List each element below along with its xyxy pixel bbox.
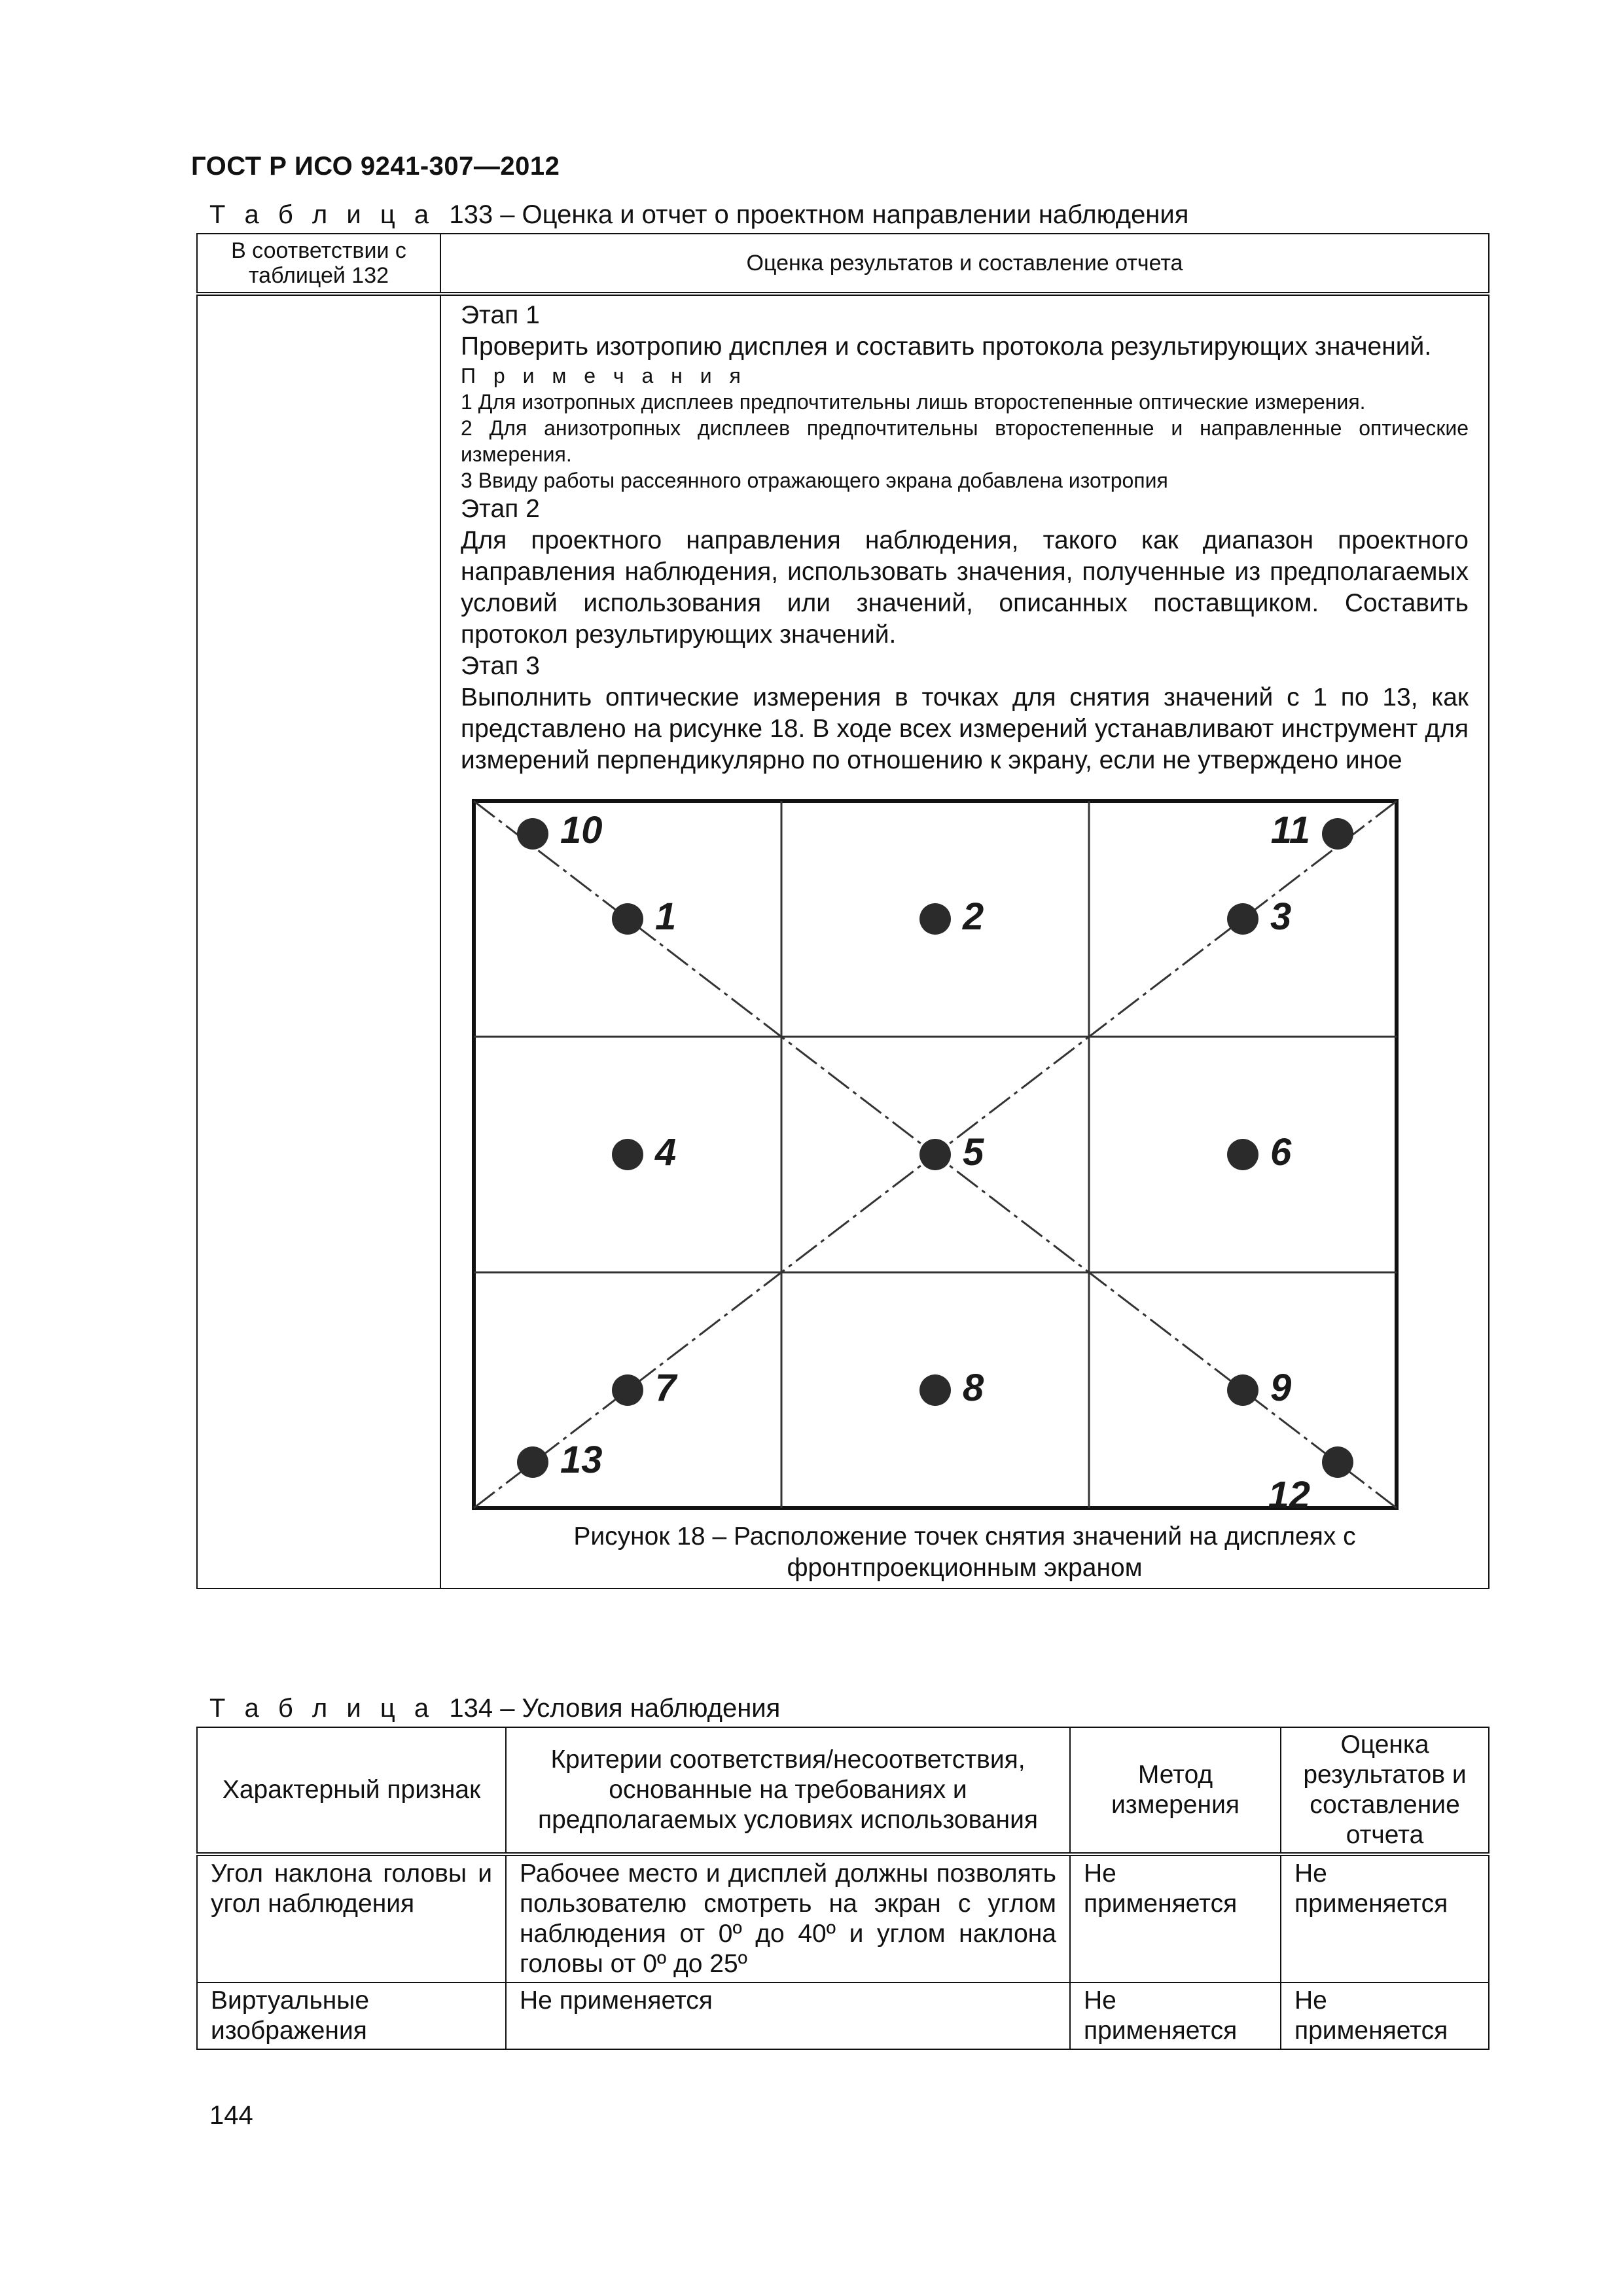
notes-title: П р и м е ч а н и я bbox=[461, 364, 747, 387]
document-header: ГОСТ Р ИСО 9241-307—2012 bbox=[191, 152, 560, 181]
step-2-title: Этап 2 bbox=[461, 495, 540, 523]
column-header-feature: Характерный признак bbox=[197, 1727, 506, 1854]
empty-cell bbox=[197, 294, 440, 1588]
measurement-point bbox=[1227, 1374, 1258, 1406]
evaluation-cell bbox=[440, 294, 1489, 1588]
note-1: 1 Для изотропных дисплеев предпочтительны лишь второстепенные оптические измерения. bbox=[461, 390, 1366, 414]
column-header-ref: В соответствии с таблицей 132 bbox=[197, 234, 440, 294]
point-label: 6 bbox=[1270, 1131, 1292, 1174]
point-label: 5 bbox=[963, 1131, 984, 1174]
point-label: 10 bbox=[560, 809, 603, 852]
cell-feature: Угол наклона головы и угол наблюдения bbox=[197, 1854, 506, 1982]
cell-evaluation: Не применяется bbox=[1281, 1982, 1489, 2049]
point-label: 3 bbox=[1270, 895, 1292, 938]
measurement-point bbox=[612, 1374, 643, 1406]
cell-evaluation: Не применяется bbox=[1281, 1854, 1489, 1982]
table-133 bbox=[196, 233, 1489, 1589]
figure-18 bbox=[461, 788, 1410, 1521]
step-3-title: Этап 3 bbox=[461, 652, 540, 680]
table-header-row bbox=[197, 1727, 1489, 1854]
step-3-text: Выполнить оптические измерения в точках для снятия значений с 1 по 13, как представлено на рисунке 18. В ходе всех измерений устанавливают инструмент для измерений перпендикулярно по отношению к экрану, если не утверждено иное bbox=[461, 683, 1469, 774]
measurement-point bbox=[1322, 1446, 1353, 1478]
step-2-text: Для проектного направления наблюдения, такого как диапазон проектного направления наблюдения, использовать значения, полученные из предполагаемых условий использования или значений, описанных поставщиком. Составить протокол результирующих значений. bbox=[461, 526, 1469, 649]
step-1-title: Этап 1 bbox=[461, 301, 540, 329]
table-row bbox=[197, 1854, 1489, 1982]
measurement-point bbox=[1227, 1139, 1258, 1170]
measurement-point bbox=[919, 1374, 951, 1406]
measurement-point bbox=[1227, 903, 1258, 935]
table-134-caption bbox=[209, 1694, 780, 1723]
note-2: 2 Для анизотропных дисплеев предпочтительны второстепенные и направленные оптические измерения. bbox=[461, 416, 1469, 466]
column-header-method: Метод измерения bbox=[1070, 1727, 1281, 1854]
measurement-point bbox=[612, 1139, 643, 1170]
measurement-point bbox=[919, 903, 951, 935]
cell-feature: Виртуальные изображения bbox=[197, 1982, 506, 2049]
cell-method: Не применяется bbox=[1070, 1982, 1281, 2049]
point-label: 7 bbox=[655, 1367, 677, 1409]
table-label: Т а б л и ц а bbox=[209, 200, 435, 229]
table-row bbox=[197, 1982, 1489, 2049]
cell-method: Не применяется bbox=[1070, 1854, 1281, 1982]
point-label: 1 bbox=[655, 895, 677, 938]
measurement-point bbox=[612, 903, 643, 935]
step-1-text: Проверить изотропию дисплея и составить протокола результирующих значений. bbox=[461, 332, 1432, 361]
cell-criteria: Не применяется bbox=[506, 1982, 1070, 2049]
measurement-points-diagram bbox=[461, 788, 1410, 1521]
measurement-point bbox=[919, 1139, 951, 1170]
column-header-criteria: Критерии соответствия/несоответствия, основанные на требованиях и предполагаемых условиях использования bbox=[506, 1727, 1070, 1854]
column-header-evaluation: Оценка результатов и составление отчета bbox=[440, 234, 1489, 294]
table-133-caption bbox=[209, 200, 1188, 230]
figure-caption: Рисунок 18 – Расположение точек снятия значений на дисплеях с фронтпроекционным экраном bbox=[573, 1522, 1356, 1582]
measurement-point bbox=[517, 1446, 548, 1478]
point-label: 8 bbox=[963, 1367, 984, 1409]
point-label: 2 bbox=[963, 895, 984, 938]
table-label: Т а б л и ц а bbox=[209, 1694, 435, 1723]
point-label: 11 bbox=[1270, 809, 1310, 852]
cell-criteria: Рабочее место и дисплей должны позволять пользователю смотреть на экран с углом наблюдения от 0º до 40º и углом наклона головы от 0º до 25º bbox=[506, 1854, 1070, 1982]
page-number: 144 bbox=[209, 2101, 253, 2130]
column-header-evaluation: Оценка результатов и составление отчета bbox=[1281, 1727, 1489, 1854]
measurement-point bbox=[517, 818, 548, 850]
table-title: 133 – Оценка и отчет о проектном направлении наблюдения bbox=[449, 200, 1189, 229]
point-label: 13 bbox=[560, 1439, 603, 1481]
point-label: 12 bbox=[1268, 1474, 1310, 1516]
measurement-point bbox=[1322, 818, 1353, 850]
note-3: 3 Ввиду работы рассеянного отражающего экрана добавлена изотропия bbox=[461, 469, 1168, 492]
table-header-row bbox=[197, 234, 1489, 294]
point-label: 9 bbox=[1270, 1367, 1292, 1409]
table-134 bbox=[196, 1727, 1489, 2050]
table-title: 134 – Условия наблюдения bbox=[449, 1694, 781, 1723]
table-row bbox=[197, 294, 1489, 1588]
point-label: 4 bbox=[655, 1131, 677, 1174]
